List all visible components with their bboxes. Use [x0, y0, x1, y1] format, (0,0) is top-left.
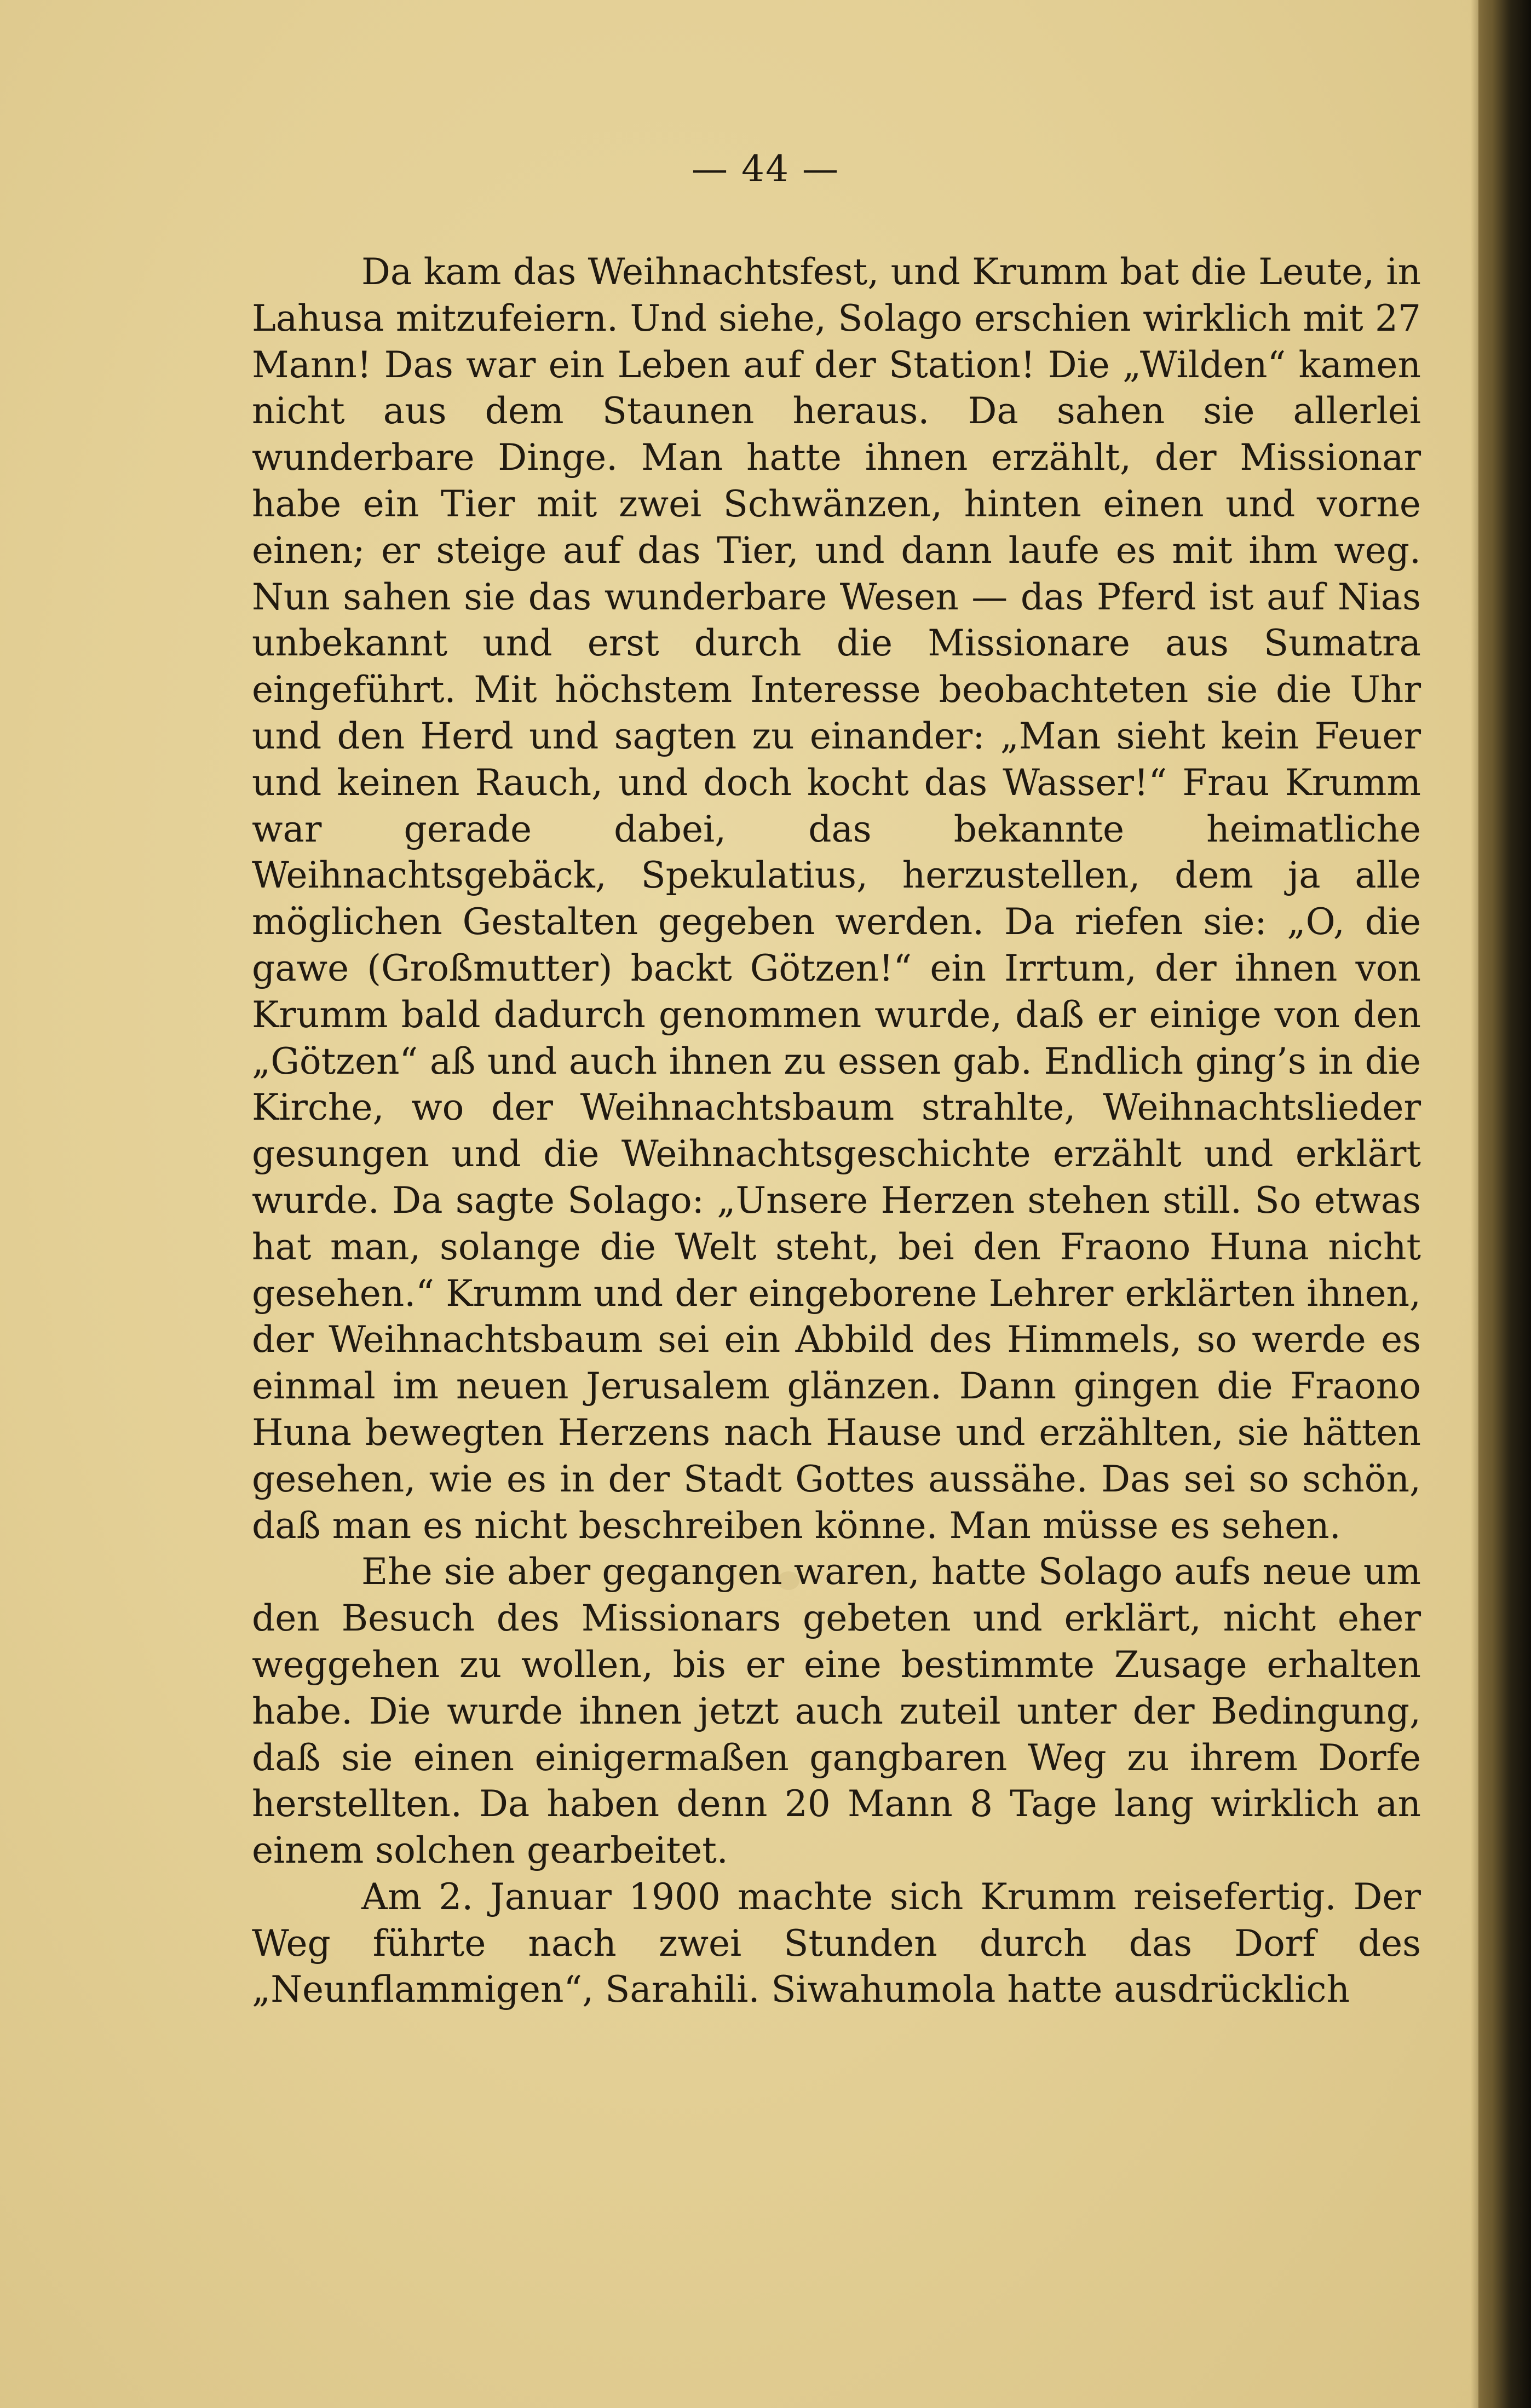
book-gutter — [1471, 0, 1531, 2408]
paragraph-3: Am 2. Januar 1900 machte sich Krumm reisefertig. Der Weg führte nach zwei Stunden durch das Dorf des „Neunflammigen“, Sarahili. Siwahumola hatte ausdrücklich — [252, 1875, 1421, 2011]
paragraph-2: Ehe sie aber gegangen waren, hatte Solago aufs neue um den Besuch des Missionars gebeten und erklärt, nicht eher weggehen zu wollen, bis er eine bestimmte Zusage erhalten habe. Die wurde ihnen jetzt auch zuteil unter der Bedingung, daß sie einen einigermaßen gangbaren Weg zu ihrem Dorfe herstellten. Da haben denn 20 Mann 8 Tage lang wirklich an einem solchen gearbeitet. — [252, 1551, 1421, 1872]
body-text — [252, 249, 1421, 2013]
page-number: — 44 — — [692, 148, 839, 190]
paragraph-1: Da kam das Weihnachtsfest, und Krumm bat die Leute, in Lahusa mitzufeiern. Und siehe, Solago erschien wirklich mit 27 Mann! Das war ein Leben auf der Station! Die „Wilden“ kamen nicht aus dem Staunen heraus. Da sahen sie allerlei wunderbare Dinge. Man hatte ihnen erzählt, der Missionar habe ein Tier mit zwei Schwänzen, hinten einen und vorne einen; er steige auf das Tier, und dann laufe es mit ihm weg. Nun sahen sie das wunderbare Wesen — das Pferd ist auf Nias unbekannt und erst durch die Missionare aus Sumatra eingeführt. Mit höchstem Interesse beobachteten sie die Uhr und den Herd und sagten zu einander: „Man sieht kein Feuer und keinen Rauch, und doch kocht das Wasser!“ Frau Krumm war gerade dabei, das bekannte heimatliche Weihnachtsgebäck, Spekulatius, herzustellen, dem ja alle möglichen Gestalten gegeben werden. Da riefen sie: „O, die gawe (Großmutter) backt Götzen!“ ein Irrtum, der ihnen von Krumm bald dadurch genommen wurde, daß er einige von den „Götzen“ aß und auch ihnen zu essen gab. Endlich ging’s in die Kirche, wo der Weihnachtsbaum strahlte, Weihnachtslieder gesungen und die Weihnachtsgeschichte erzählt und erklärt wurde. Da sagte Solago: „Unsere Herzen stehen still. So etwas hat man, solange die Welt steht, bei den Fraono Huna nicht gesehen.“ Krumm und der eingeborene Lehrer erklärten ihnen, der Weihnachtsbaum sei ein Abbild des Himmels, so werde es einmal im neuen Jerusalem glänzen. Dann gingen die Fraono Huna bewegten Herzens nach Hause und erzählten, sie hätten gesehen, wie es in der Stadt Gottes aussähe. Das sei so schön, daß man es nicht beschreiben könne. Man müsse es sehen. — [252, 251, 1421, 1547]
